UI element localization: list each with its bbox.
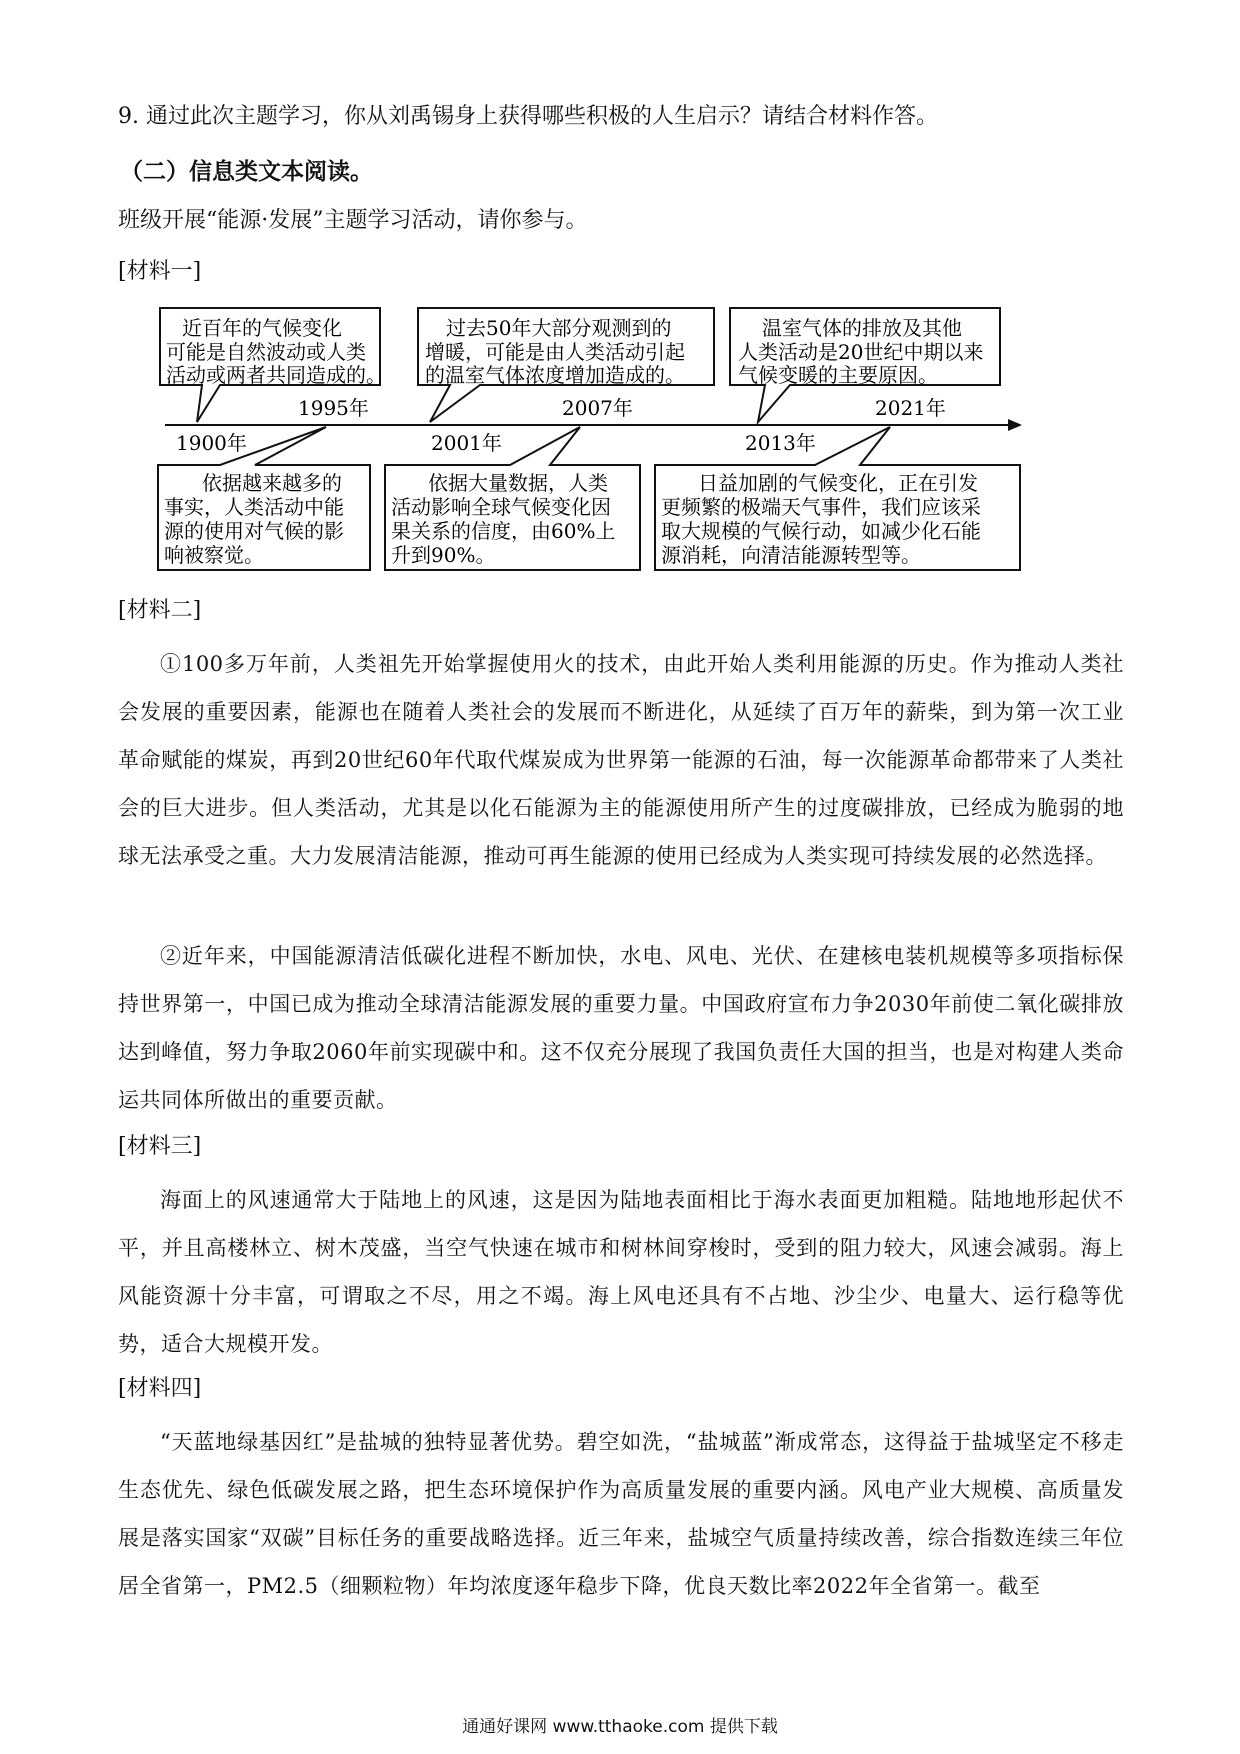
- top-callout-1-line-1: 近百年的气候变化: [182, 316, 342, 340]
- top-callout-2-line-1: 过去50年大部分观测到的: [446, 316, 672, 340]
- year-1900: 1900年: [176, 431, 247, 455]
- top-callout-3-line-2: 人类活动是20世纪中期以来: [738, 340, 984, 364]
- bottom-callout-3-line-3: 取大规模的气候行动，如减少化石能: [661, 519, 981, 543]
- bottom-callout-1-line-4: 响被察觉。: [164, 543, 264, 567]
- top-callout-3-line-1: 温室气体的排放及其他: [762, 316, 962, 340]
- year-2013: 2013年: [745, 431, 816, 455]
- material-2-paragraph-2: ②近年来，中国能源清洁低碳化进程不断加快，水电、风电、光伏、在建核电装机规模等多项指标保持世界第一，中国已成为推动全球清洁能源发展的重要力量。中国政府宣布力争2030年前使二氧化碳排放达到峰值，努力争取2060年前实现碳中和。这不仅充分展现了我国负责任大国的担当，也是对构建人类命运共同体所做出的重要贡献。: [118, 944, 1124, 1112]
- material-2-label: [材料二]: [118, 598, 202, 623]
- bottom-callout-2-line-2: 活动影响全球气候变化因: [391, 495, 611, 519]
- climate-timeline: [150, 300, 1030, 580]
- material-1-label: [材料一]: [118, 259, 202, 284]
- material-4-paragraph: “天蓝地绿基因红”是盐城的独特显著优势。碧空如洗，“盐城蓝”渐成常态，这得益于盐城坚定不移走生态优先、绿色低碳发展之路，把生态环境保护作为高质量发展的重要内涵。风电产业大规模、高质量发展是落实国家“双碳”目标任务的重要战略选择。近三年来，盐城空气质量持续改善，综合指数连续三年位居全省第一，PM2.5（细颗粒物）年均浓度逐年稳步下降，优良天数比率2022年全省第一。截至: [118, 1430, 1124, 1598]
- bottom-callout-3-line-2: 更频繁的极端天气事件，我们应该采: [661, 495, 981, 519]
- top-callout-3: [730, 308, 1000, 422]
- bottom-callout-3-line-1: 日益加剧的气候变化，正在引发: [698, 471, 978, 495]
- question-9: 9. 通过此次主题学习，你从刘禹锡身上获得哪些积极的人生启示？请结合材料作答。: [118, 104, 938, 129]
- top-callout-3-line-3: 气候变暖的主要原因。: [738, 363, 938, 387]
- year-1995: 1995年: [298, 396, 369, 420]
- section-title: （二）信息类文本阅读。: [120, 159, 373, 185]
- year-2021: 2021年: [875, 396, 946, 420]
- top-callout-2-line-2: 增暖，可能是由人类活动引起: [425, 340, 685, 364]
- year-2007: 2007年: [562, 396, 633, 420]
- bottom-callout-1-line-1: 依据越来越多的: [202, 471, 342, 495]
- bottom-callout-3: [655, 427, 1020, 570]
- bottom-callout-2-line-3: 果关系的信度，由60%上: [391, 519, 616, 543]
- bottom-callout-1-line-2: 事实，人类活动中能: [164, 495, 344, 519]
- timeline-arrowhead: [1008, 419, 1022, 431]
- bottom-callout-3-line-4: 源消耗，向清洁能源转型等。: [661, 543, 921, 567]
- activity-intro: 班级开展“能源·发展”主题学习活动，请你参与。: [118, 208, 588, 233]
- bottom-callout-2-line-4: 升到90%。: [391, 543, 496, 567]
- year-2001: 2001年: [431, 431, 502, 455]
- bottom-callout-1-line-3: 源的使用对气候的影: [164, 519, 344, 543]
- material-2-paragraph-1: ①100多万年前，人类祖先开始掌握使用火的技术，由此开始人类利用能源的历史。作为推动人类社会发展的重要因素，能源也在随着人类社会的发展而不断进化，从延续了百万年的薪柴，到为第一次工业革命赋能的煤炭，再到20世纪60年代取代煤炭成为世界第一能源的石油，每一次能源革命都带来了人类社会的巨大进步。但人类活动，尤其是以化石能源为主的能源使用所产生的过度碳排放，已经成为脆弱的地球无法承受之重。大力发展清洁能源，推动可再生能源的使用已经成为人类实现可持续发展的必然选择。: [118, 652, 1124, 868]
- top-callout-1-line-3: 活动或两者共同造成的。: [166, 363, 386, 387]
- bottom-callout-2-line-1: 依据大量数据，人类: [428, 471, 608, 495]
- material-3-paragraph: 海面上的风速通常大于陆地上的风速，这是因为陆地表面相比于海水表面更加粗糙。陆地地形起伏不平，并且高楼林立、树木茂盛，当空气快速在城市和树林间穿梭时，受到的阻力较大，风速会减弱。海上风能资源十分丰富，可谓取之不尽，用之不竭。海上风电还具有不占地、沙尘少、电量大、运行稳等优势，适合大规模开发。: [118, 1188, 1124, 1356]
- bottom-callout-2: [385, 427, 640, 570]
- material-4-label: [材料四]: [118, 1376, 202, 1401]
- top-callout-2-line-3: 的温室气体浓度增加造成的。: [425, 363, 685, 387]
- material-3-label: [材料三]: [118, 1134, 202, 1159]
- top-callout-1-line-2: 可能是自然波动或人类: [166, 340, 366, 364]
- footer-download-note: 通通好课网 www.tthaoke.com 提供下载: [462, 1717, 778, 1737]
